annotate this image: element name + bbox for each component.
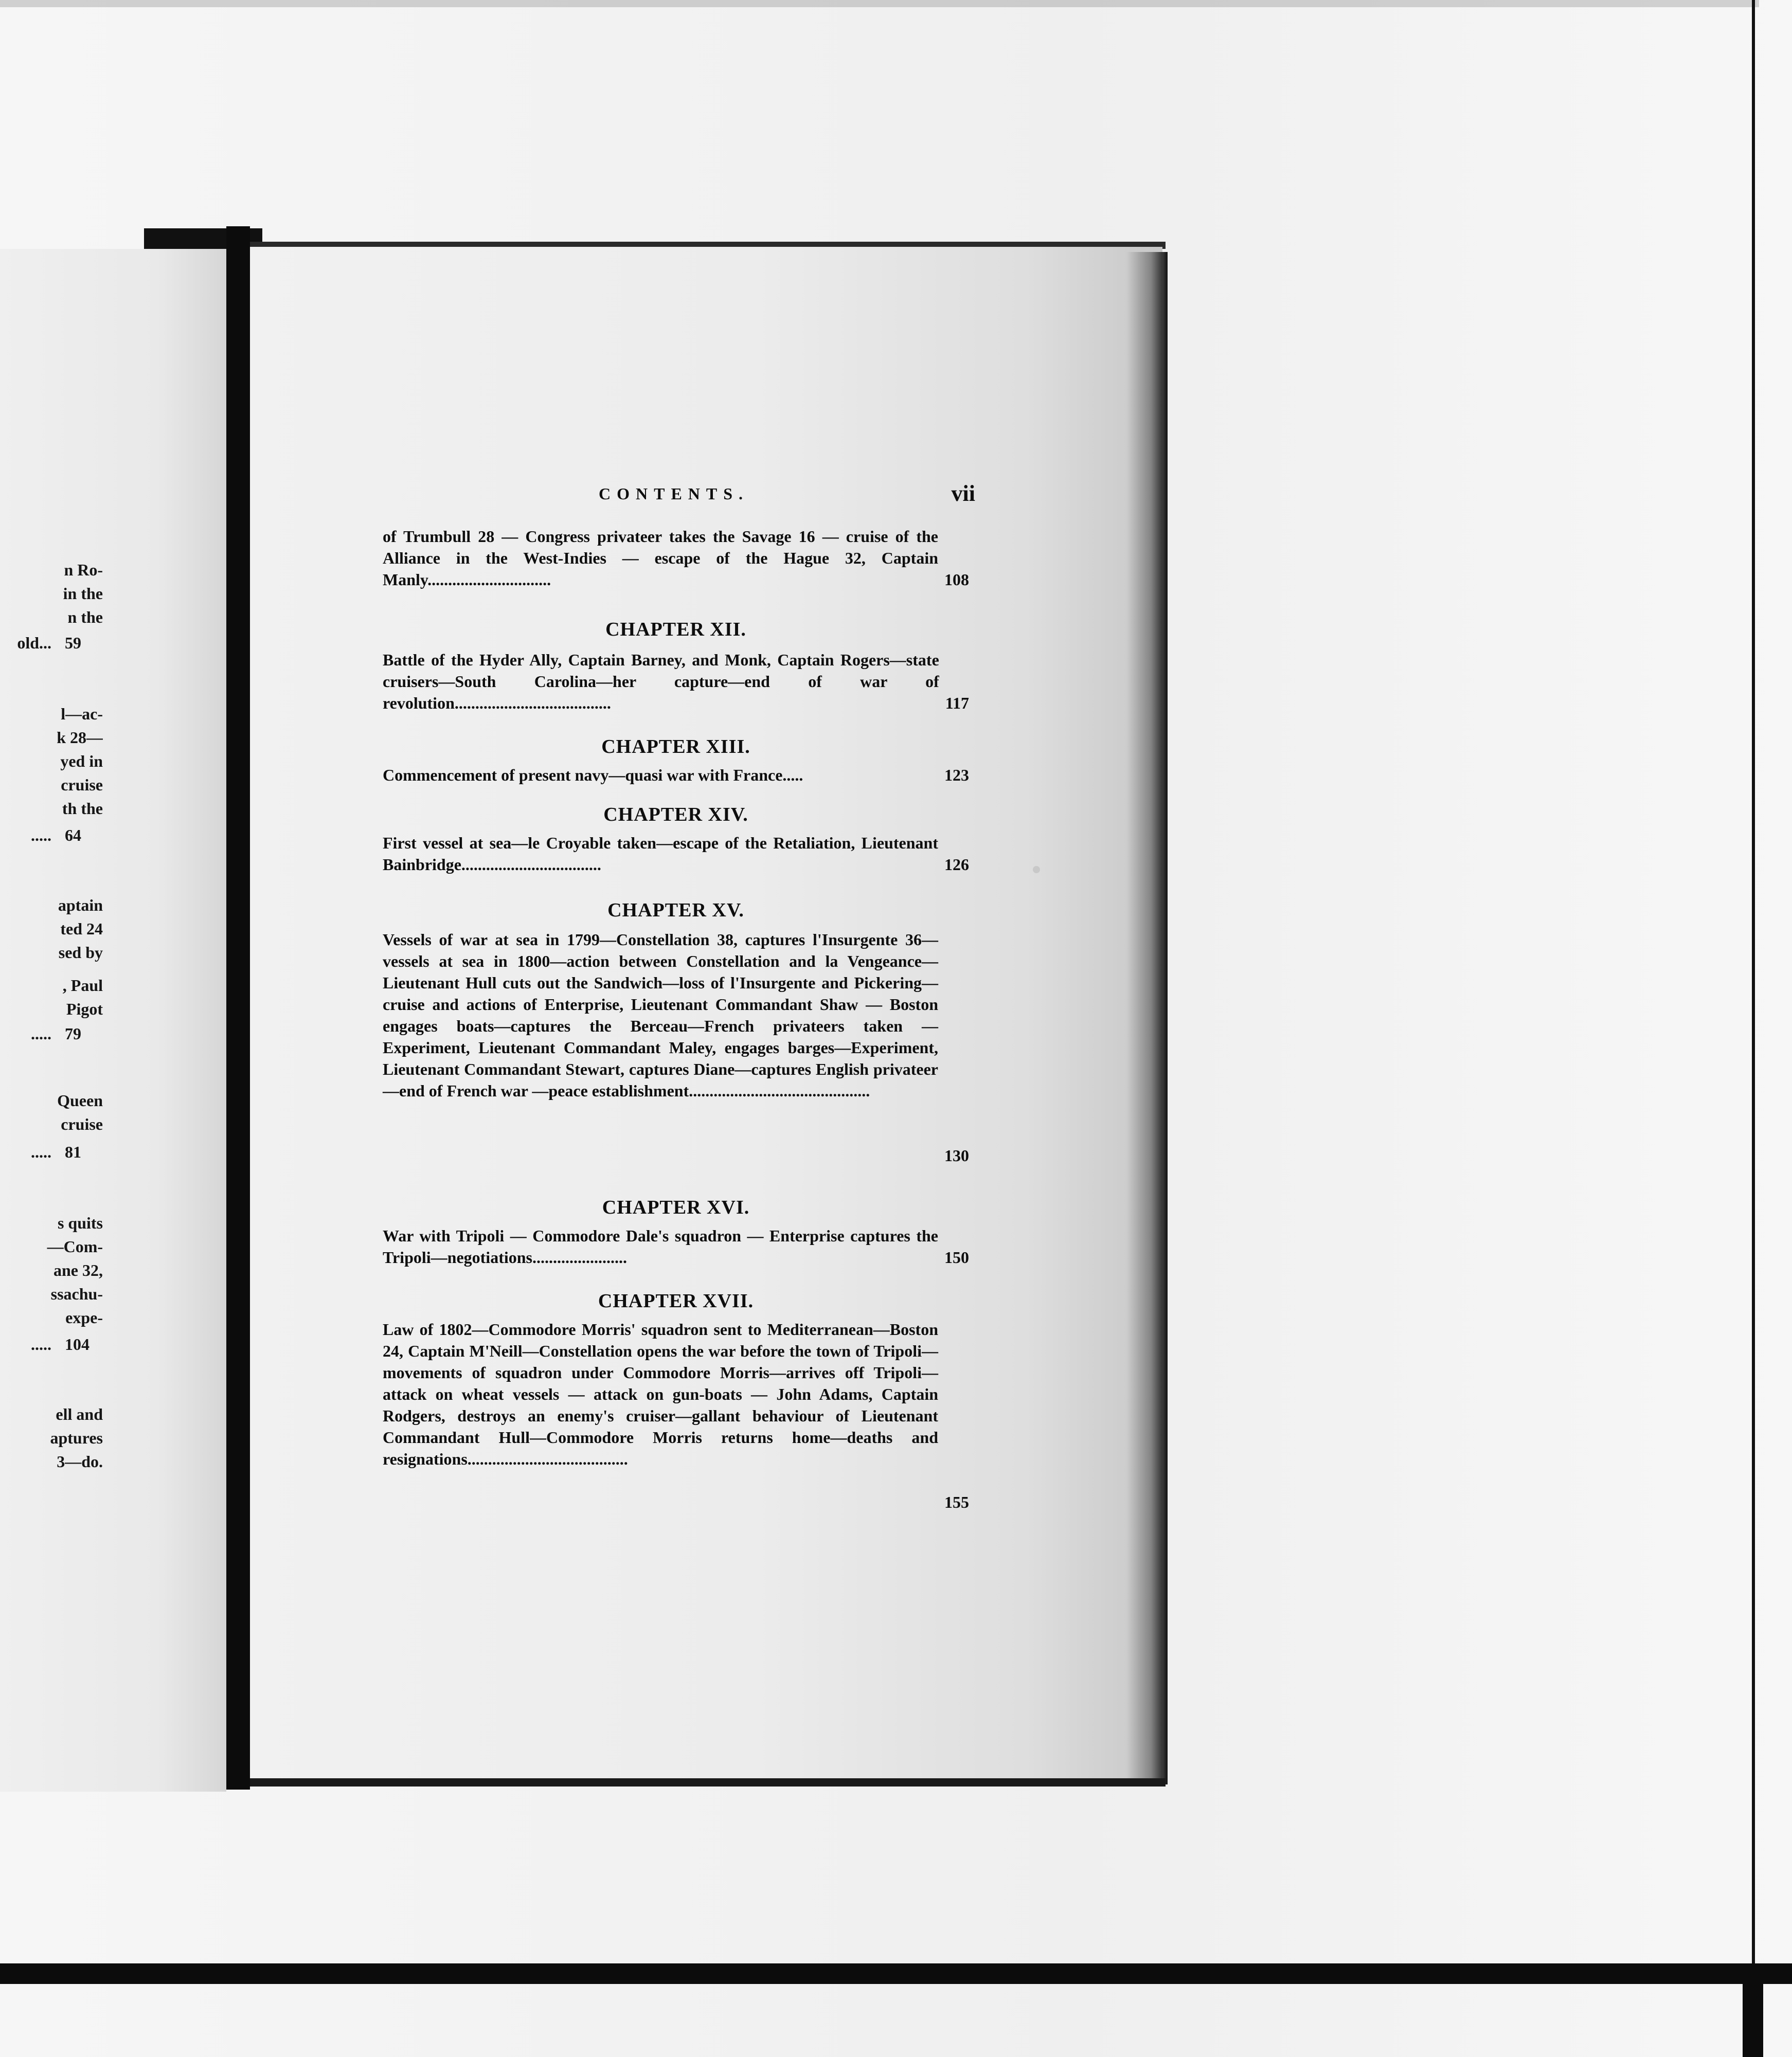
toc-entry (383, 764, 969, 786)
left-line: ssachu- (50, 1285, 103, 1303)
toc-page-number: 155 (944, 1493, 969, 1511)
left-line: ..... (31, 1024, 51, 1043)
toc-entry-text: Commencement of present navy—quasi war with France..... (383, 766, 803, 784)
toc-entry (383, 526, 969, 590)
page-number: vii (951, 481, 975, 506)
left-line: aptain (58, 896, 103, 914)
chapter-heading: CHAPTER XV. (607, 899, 744, 921)
scan-bottom-bar (0, 1963, 1792, 1984)
left-line: cruise (61, 1115, 103, 1133)
left-line: Pigot (66, 1000, 103, 1018)
left-line: k 28— (57, 728, 103, 747)
toc-page-number: 117 (945, 694, 969, 712)
left-page-number: 79 (65, 1024, 81, 1043)
left-page-number: 81 (65, 1143, 81, 1161)
toc-entry-text: War with Tripoli — Commodore Dale's squadron — Enterprise captures the Tripoli—negotiations....................... (383, 1226, 938, 1267)
left-line: yed in (60, 752, 103, 770)
scan-right-edge (1752, 0, 1755, 1964)
left-line: th the (62, 799, 103, 818)
page-bottom-edge (250, 1778, 1166, 1787)
left-line: cruise (61, 775, 103, 794)
running-header (383, 481, 975, 512)
toc-entry-text: Battle of the Hyder Ally, Captain Barney, and Monk, Captain Rogers—state cruisers—South Carolina—her capture—end of war of revolution...................................... (383, 651, 939, 712)
left-page-number: 104 (65, 1335, 89, 1354)
left-line: in the (63, 584, 103, 603)
left-line: s quits (57, 1214, 103, 1232)
left-line: ted 24 (60, 919, 103, 938)
chapter-heading: CHAPTER XVI. (602, 1197, 750, 1218)
left-page-number: 59 (65, 634, 81, 652)
toc-entry (383, 649, 969, 714)
toc-entry (383, 929, 969, 1166)
chapter-heading: CHAPTER XII. (605, 619, 746, 640)
toc-entry-text: of Trumbull 28 — Congress privateer takes the Savage 16 — cruise of the Alliance in the West-Indies — escape of the Hague 32, Captain Manly.............................. (383, 527, 938, 589)
scan-bottom-corner (1743, 1974, 1763, 2057)
left-line: —Com- (47, 1237, 103, 1256)
toc-page-number: 130 (944, 1146, 969, 1165)
toc-page-number: 150 (944, 1248, 969, 1267)
toc-entry (383, 1319, 969, 1513)
left-page-number: 64 (65, 826, 81, 844)
left-line: ane 32, (53, 1261, 103, 1279)
left-line: , Paul (62, 976, 103, 995)
page-right-shadow (1126, 252, 1168, 1784)
left-page (0, 249, 226, 1792)
left-line: old... (17, 634, 51, 652)
toc-page-number: 126 (944, 855, 969, 874)
left-line: n the (67, 608, 103, 626)
toc-entry (383, 832, 969, 875)
book-spine (226, 226, 250, 1790)
left-line: n Ro- (64, 561, 103, 579)
toc-page-number: 123 (944, 766, 969, 784)
running-title: CONTENTS. (599, 484, 749, 503)
left-line: 3—do. (57, 1452, 103, 1471)
toc-page-number: 108 (944, 570, 969, 589)
toc-entry-text: Law of 1802—Commodore Morris' squadron sent to Mediterranean—Boston 24, Captain M'Neill—Constellation opens the war before the town of Tripoli—movements of squadron under Commodore Morris—arrives off Tripoli—attack on wheat vessels — attack on gun-boats — John Adams, Captain Rodgers, destroys an enemy's cruiser—gallant behaviour of Lieutenant Commandant Hull—Commodore Morris returns home—deaths and resignations....................................... (383, 1320, 938, 1468)
scan-speck (1033, 866, 1040, 873)
chapter-heading: CHAPTER XVII. (598, 1290, 754, 1312)
left-line: ..... (31, 1335, 51, 1354)
left-line: aptures (50, 1429, 103, 1447)
chapter-heading: CHAPTER XIII. (601, 736, 750, 757)
toc-entry (383, 1225, 969, 1268)
left-line: Queen (57, 1091, 103, 1110)
left-line: ell and (56, 1405, 103, 1423)
left-line: sed by (58, 943, 103, 962)
left-line: expe- (65, 1308, 103, 1327)
left-line: l—ac- (61, 705, 103, 723)
toc-entry-text: Vessels of war at sea in 1799—Constellation 38, captures l'Insurgente 36—vessels at sea in 1800—action between Constellation and la Vengeance—Lieutenant Hull cuts out the Sandwich—loss of l'Insurgente and Pickering—cruise and actions of Enterprise, Lieutenant Commandant Shaw — Boston engages boats—captures the Berceau—French privateers taken — Experiment, Lieutenant Commandant Maley, engages barges—Experiment, Lieutenant Commandant Stewart, captures Diane—captures English privateer—end of French war —peace establishment............................................ (383, 930, 938, 1100)
left-line: ..... (31, 826, 51, 844)
toc-entry-text: First vessel at sea—le Croyable taken—escape of the Retaliation, Lieutenant Bainbridge.................................. (383, 834, 938, 874)
left-line: ..... (31, 1143, 51, 1161)
scan-top-border (0, 0, 1759, 7)
chapter-heading: CHAPTER XIV. (603, 804, 748, 825)
